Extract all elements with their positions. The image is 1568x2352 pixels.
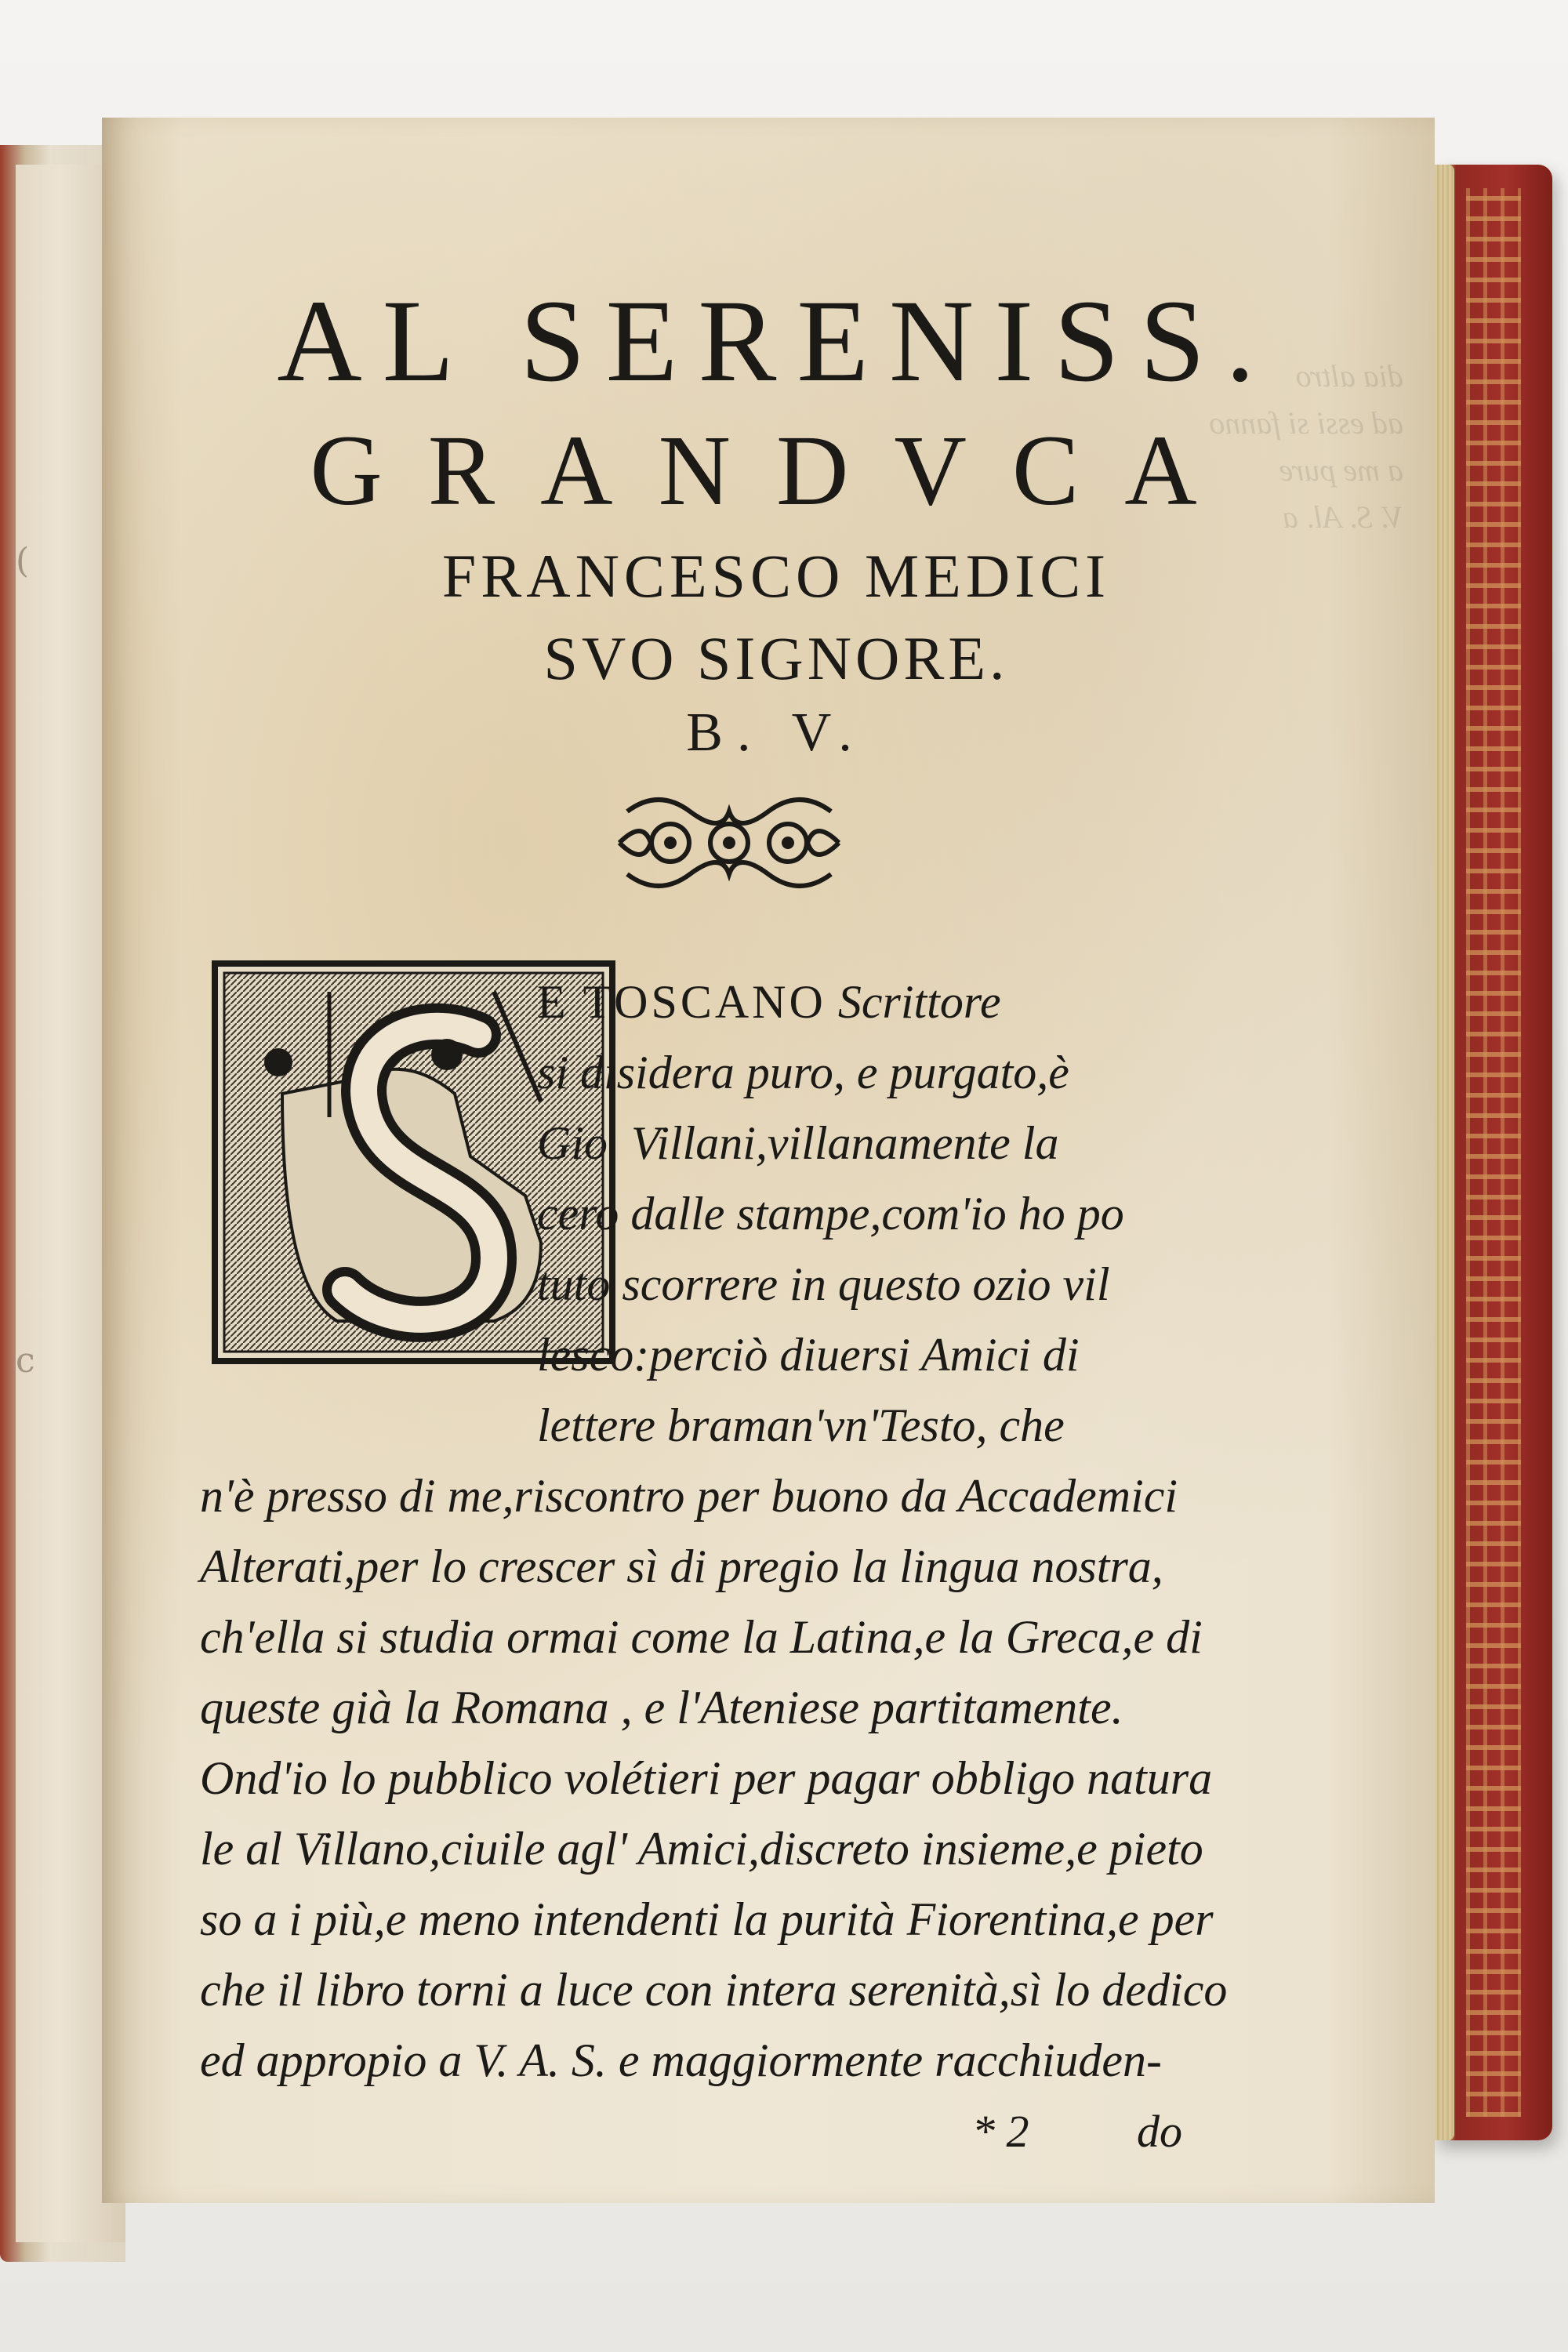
fleuron-ornament-icon [612,788,847,898]
text-line-indented-5: tuto scorrere in questo ozio vil [537,1258,1110,1310]
signature-mark: * 2 [972,2106,1029,2157]
show-through: dia altro ad essi si fanno a me pure V. S. Al. a [1209,358,1403,535]
text-line-7: so a i più,e meno intendenti la purità Fiorentina,e per [200,1893,1214,1945]
text-line-indented-2: si disidera puro, e purgato,è [537,1047,1069,1098]
heading-line-2: GRANDVCA [310,415,1243,526]
book-page [102,118,1435,2203]
text-line-1: n'è presso di me,riscontro per buono da Accademici [200,1470,1178,1522]
text-line-9: ed appropio a V. A. S. e maggiormente racchiuden- [200,2034,1163,2086]
text-line-2: Alterati,per lo crescer sì di pregio la lingua nostra, [200,1541,1163,1592]
opening-line-rest: Scrittore [837,976,1001,1028]
text-line-indented-7: lettere braman'vn'Testo, che [537,1399,1065,1451]
opening-words: E TOSCANO [537,976,826,1028]
left-page-mark: c [16,1341,35,1381]
text-line-8: che il libro torni a luce con intera serenità,sì lo dedico [200,1964,1228,2016]
text-line-5: Ond'io lo pubblico volétieri per pagar obbligo natura [200,1752,1213,1804]
heading-line-5: B. V. [686,702,866,763]
heading-line-1: AL SERENISS. [277,276,1276,406]
catchword: do [1137,2106,1182,2157]
text-line-6: le al Villano,ciuile agl' Amici,discreto insieme,e pieto [200,1823,1203,1875]
left-page-mark: ( [16,541,30,581]
text-line-indented-4: cero dalle stampe,com'io ho po [537,1188,1124,1240]
heading-line-3: FRANCESCO MEDICI [441,542,1111,610]
gilt-tooling [1466,188,1521,2117]
text-line-indented-3: Gio. Villani,villanamente la [537,1117,1059,1169]
text-line-4: queste già la Romana , e l'Ateniese partitamente. [200,1682,1123,1733]
heading-line-4: SVO SIGNORE. [543,624,1009,692]
text-line-indented-6: lesco:perciò diuersi Amici di [537,1329,1080,1381]
text-line-3: ch'ella si studia ormai come la Latina,e la Greca,e di [200,1611,1203,1663]
text-line-indented-1 [537,968,1001,1036]
